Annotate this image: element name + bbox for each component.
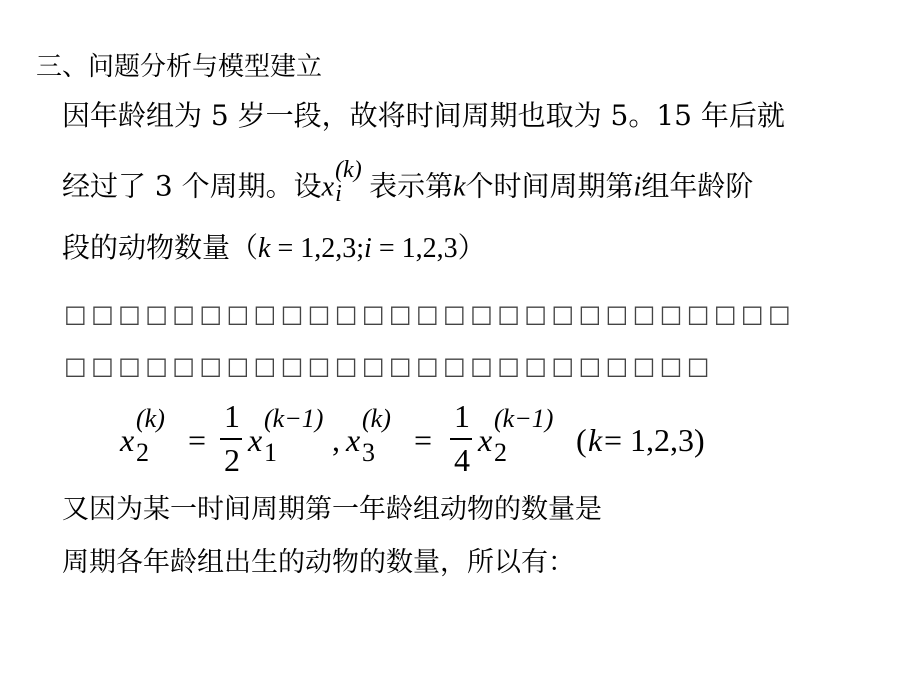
missing-glyphs-line-2: □□□□□□□□□□□□□□□□□□□□□□□□: [64, 352, 714, 380]
formula-sup-km1: (k−1): [264, 404, 324, 433]
missing-glyphs-line-1: □□□□□□□□□□□□□□□□□□□□□□□□□□□: [64, 300, 796, 328]
formula-den-2: 2: [224, 442, 240, 478]
line2-text-after: 组年龄阶: [641, 169, 754, 203]
paragraph-line-4: 又因为某一时间周期第一年龄组动物的数量是: [62, 494, 602, 525]
fraction-bar-2: [450, 438, 472, 440]
formula-equals-2: =: [414, 422, 433, 458]
line2-text-before: 经过了 3 个周期。设: [62, 169, 322, 203]
close-paren: ）: [457, 231, 486, 264]
formula-range-rest: = 1,2,3): [604, 422, 705, 458]
formula-num-1b: 1: [454, 398, 470, 434]
paragraph-line-1: 因年龄组为 5 岁一段，故将时间周期也取为 5。15 年后就: [62, 99, 785, 132]
formula-x1: x: [248, 422, 263, 458]
formula-sub-1: 1: [264, 438, 277, 467]
formula-den-4: 4: [454, 442, 470, 478]
formula-sub-2: 2: [136, 438, 149, 467]
x-superscript-subscript: [335, 157, 369, 210]
line3-text: 段的动物数量（: [62, 231, 259, 264]
var-i: i: [364, 233, 372, 264]
formula-sub-2b: 2: [494, 438, 507, 467]
recurrence-formula: [120, 396, 740, 486]
formula-sup-k: (k): [136, 404, 165, 433]
var-k: k: [453, 171, 466, 203]
range-1: = 1,2,3;: [270, 233, 365, 264]
line2-text-middle: 表示第: [369, 169, 454, 203]
formula-x3: x: [346, 422, 361, 458]
var-x: x: [321, 171, 335, 203]
var-i: i: [633, 171, 642, 203]
formula-equals-1: =: [188, 422, 207, 458]
superscript-k: (k): [335, 157, 362, 183]
formula-x2b: x: [478, 422, 493, 458]
formula-comma: ,: [332, 422, 340, 458]
range-2: = 1,2,3: [371, 233, 458, 264]
fraction-bar-1: [220, 438, 242, 440]
formula-range-open: (: [576, 422, 587, 458]
formula-x2: x: [120, 422, 135, 458]
paragraph-line-3: [62, 231, 486, 264]
paragraph-line-5: 周期各年龄组出生的动物的数量，所以有：: [62, 547, 575, 578]
subscript-i: i: [335, 181, 342, 207]
section-heading: 三、问题分析与模型建立: [36, 52, 323, 82]
formula-sup-km1b: (k−1): [494, 404, 554, 433]
formula-num-1: 1: [224, 398, 240, 434]
line2-text-middle2: 个时间周期第: [465, 169, 634, 203]
formula-sub-3: 3: [362, 438, 375, 467]
paragraph-line-2: [62, 157, 754, 210]
formula-range-k: k: [588, 422, 603, 458]
var-k: k: [258, 233, 271, 264]
formula-sup-k-2: (k): [362, 404, 391, 433]
